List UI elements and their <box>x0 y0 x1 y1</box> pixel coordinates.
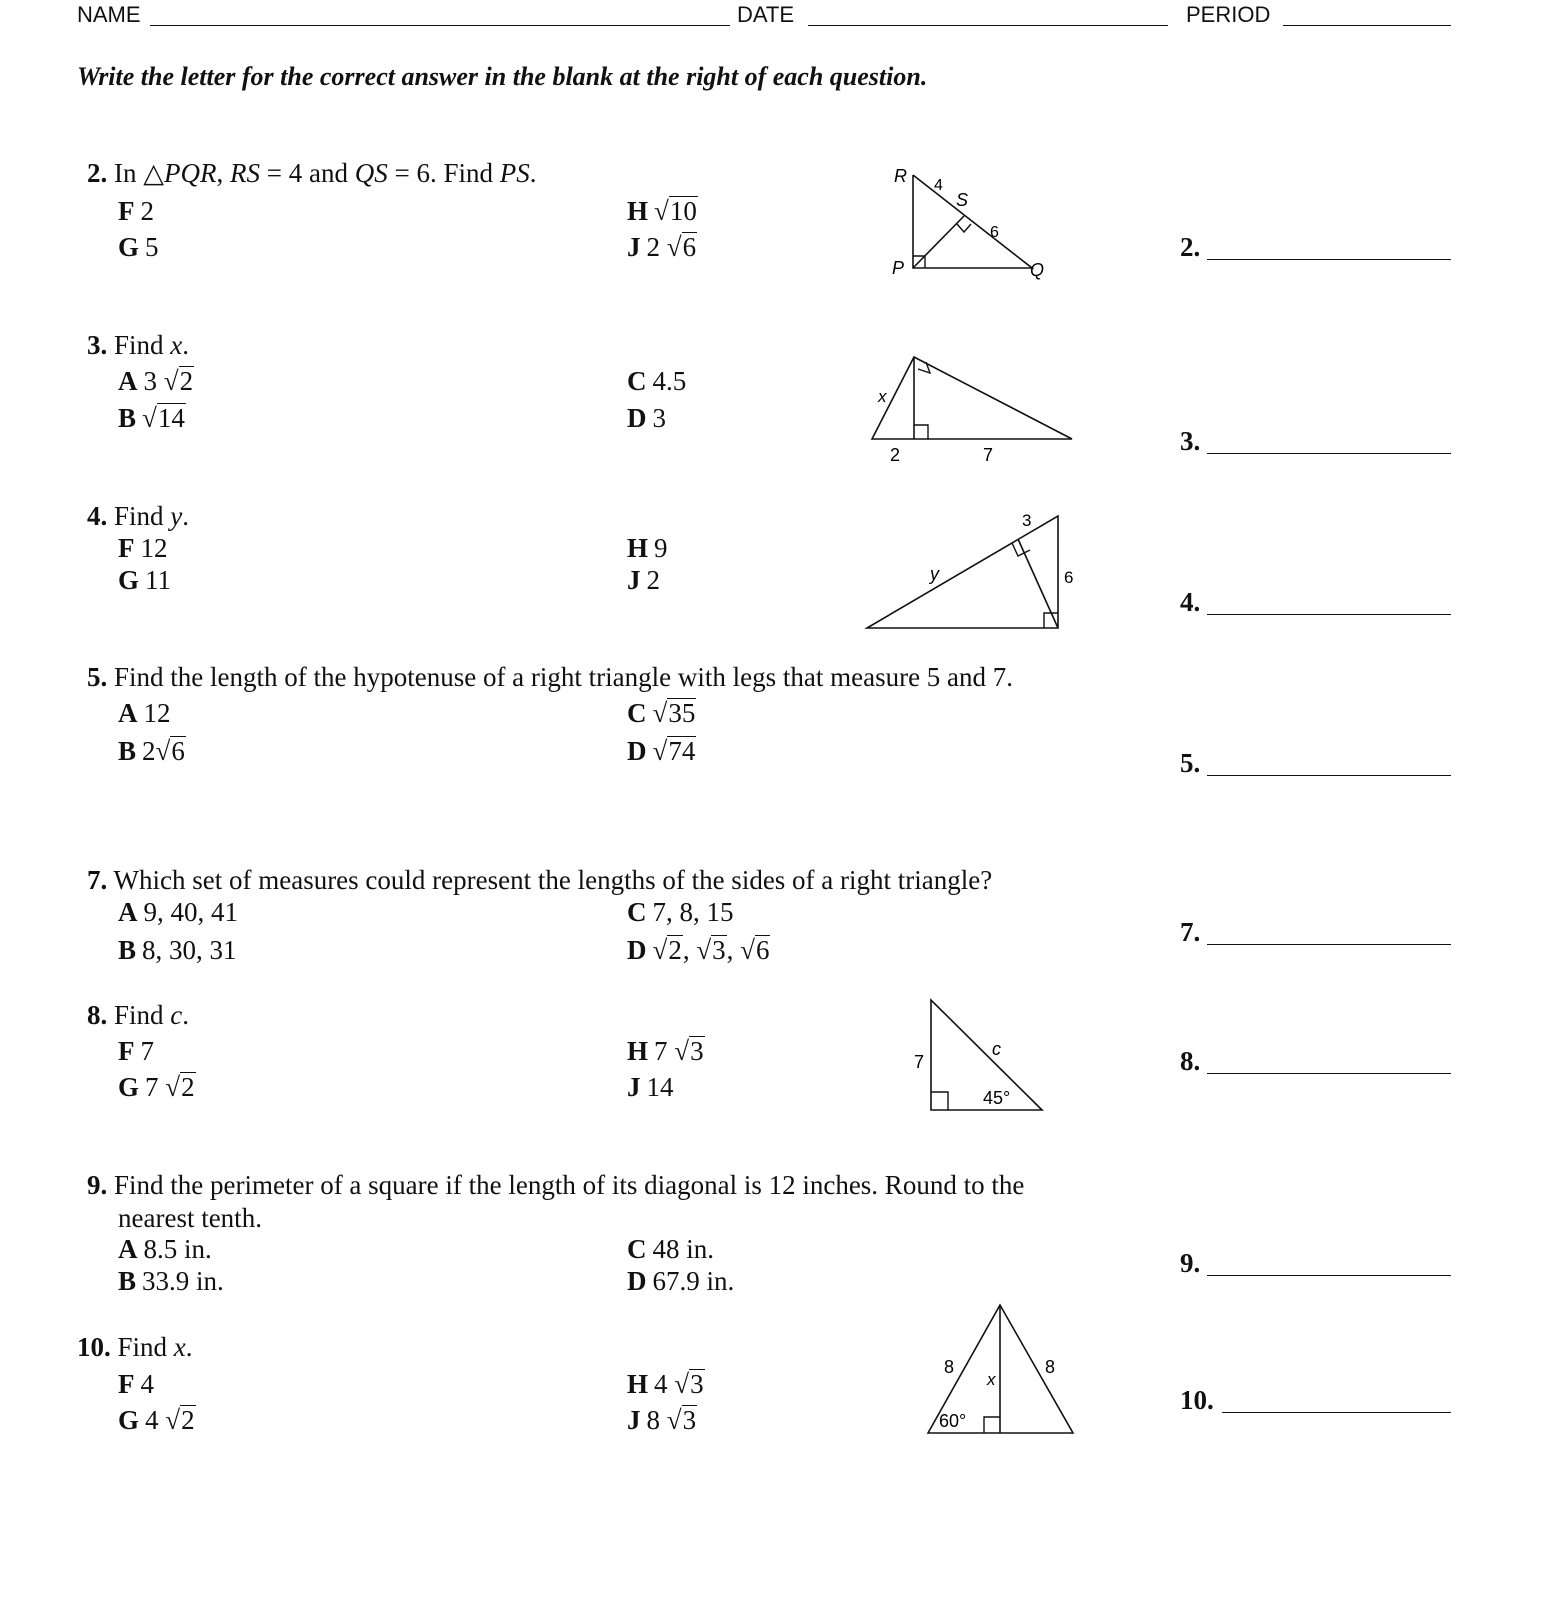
label-c: c <box>992 1039 1001 1059</box>
label-x: x <box>987 1370 996 1389</box>
q10-figure <box>915 1295 1085 1445</box>
label-x: x <box>878 387 887 406</box>
option-b: B 2√6 <box>118 736 185 766</box>
option-j: J 2 √6 <box>627 232 697 262</box>
answer-blank-4[interactable] <box>1207 614 1451 615</box>
label-7: 7 <box>914 1052 925 1072</box>
option-c: C 7, 8, 15 <box>627 897 734 927</box>
answer-blank-8[interactable] <box>1207 1073 1451 1074</box>
answer-label-9: 9. <box>1180 1248 1201 1278</box>
option-f: F 4 <box>118 1369 154 1399</box>
option-a: A 3 √2 <box>118 366 194 396</box>
label-p: P <box>892 258 905 278</box>
option-f: F 12 <box>118 533 168 563</box>
question-9: 9. Find the perimeter of a square if the length of its diagonal is 12 inches. Round to the <box>87 1170 1025 1200</box>
option-g: G 11 <box>118 565 172 595</box>
label-left-8: 8 <box>944 1357 955 1377</box>
option-c: C √35 <box>627 698 696 728</box>
period-field[interactable] <box>1283 25 1451 26</box>
question-10: 10. Find x. <box>77 1332 193 1362</box>
question-5: 5. Find the length of the hypotenuse of a right triangle with legs that measure 5 and 7. <box>87 662 1014 692</box>
answer-label-5: 5. <box>1180 748 1201 778</box>
instructions: Write the letter for the correct answer in the blank at the right of each question. <box>77 62 928 91</box>
option-h: H 4 √3 <box>627 1369 704 1399</box>
option-a: A 9, 40, 41 <box>118 897 238 927</box>
option-h: H √10 <box>627 196 697 226</box>
question-3: 3. Find x. <box>87 330 190 360</box>
option-b: B √14 <box>118 403 185 433</box>
answer-label-3: 3. <box>1180 426 1201 456</box>
answer-label-2: 2. <box>1180 232 1201 262</box>
option-f: F 2 <box>118 196 154 226</box>
option-d: D √74 <box>627 736 696 766</box>
label-qs: 6 <box>990 224 999 241</box>
option-b: B 8, 30, 31 <box>118 935 237 965</box>
option-d: D √2, √3, √6 <box>627 935 770 965</box>
label-right-8: 8 <box>1045 1357 1056 1377</box>
option-j: J 2 <box>627 565 660 595</box>
date-label: DATE <box>737 2 795 27</box>
option-h: H 9 <box>627 533 668 563</box>
option-j: J 8 √3 <box>627 1405 697 1435</box>
option-g: G 4 √2 <box>118 1405 195 1435</box>
answer-blank-10[interactable] <box>1222 1412 1451 1413</box>
question-7: 7. Which set of measures could represent the lengths of the sides of a right triangle? <box>87 865 993 895</box>
label-3: 3 <box>1022 511 1032 530</box>
name-field[interactable] <box>150 25 730 26</box>
option-a: A 8.5 in. <box>118 1234 212 1264</box>
question-number: 2. <box>87 158 108 188</box>
answer-label-4: 4. <box>1180 587 1201 617</box>
answer-blank-9[interactable] <box>1207 1275 1451 1276</box>
question-2: 2. In △PQR, RS = 4 and QS = 6. Find PS. <box>87 158 537 188</box>
option-c: C 48 in. <box>627 1234 715 1264</box>
option-g: G 5 <box>118 232 159 262</box>
option-a: A 12 <box>118 698 171 728</box>
answer-label-7: 7. <box>1180 917 1201 947</box>
answer-blank-5[interactable] <box>1207 775 1451 776</box>
label-y: y <box>930 564 939 584</box>
question-9-continued: nearest tenth. <box>118 1203 262 1233</box>
q3-figure <box>860 345 1090 475</box>
q2-figure <box>880 160 1060 290</box>
label-rs: 4 <box>934 177 943 194</box>
answer-blank-2[interactable] <box>1207 259 1451 260</box>
option-c: C 4.5 <box>627 366 687 396</box>
answer-label-10: 10. <box>1180 1385 1214 1415</box>
option-j: J 14 <box>627 1072 674 1102</box>
answer-blank-3[interactable] <box>1207 453 1451 454</box>
option-b: B 33.9 in. <box>118 1266 224 1296</box>
q4-figure <box>860 505 1090 635</box>
option-f: F 7 <box>118 1036 154 1066</box>
option-g: G 7 √2 <box>118 1072 195 1102</box>
question-8: 8. Find c. <box>87 1000 190 1030</box>
option-h: H 7 √3 <box>627 1036 704 1066</box>
answer-label-8: 8. <box>1180 1046 1201 1076</box>
option-d: D 3 <box>627 403 666 433</box>
answer-blank-7[interactable] <box>1207 944 1451 945</box>
period-label: PERIOD <box>1186 2 1271 27</box>
label-6: 6 <box>1064 568 1074 587</box>
label-r: R <box>894 166 907 186</box>
name-label: NAME <box>77 2 141 27</box>
label-7: 7 <box>983 445 994 465</box>
label-45: 45° <box>983 1088 1011 1108</box>
question-4: 4. Find y. <box>87 501 190 531</box>
q8-figure <box>900 990 1060 1120</box>
label-s: S <box>956 190 969 210</box>
label-2: 2 <box>890 445 901 465</box>
label-60: 60° <box>939 1411 967 1431</box>
option-d: D 67.9 in. <box>627 1266 735 1296</box>
date-field[interactable] <box>808 25 1168 26</box>
label-q: Q <box>1030 260 1045 280</box>
